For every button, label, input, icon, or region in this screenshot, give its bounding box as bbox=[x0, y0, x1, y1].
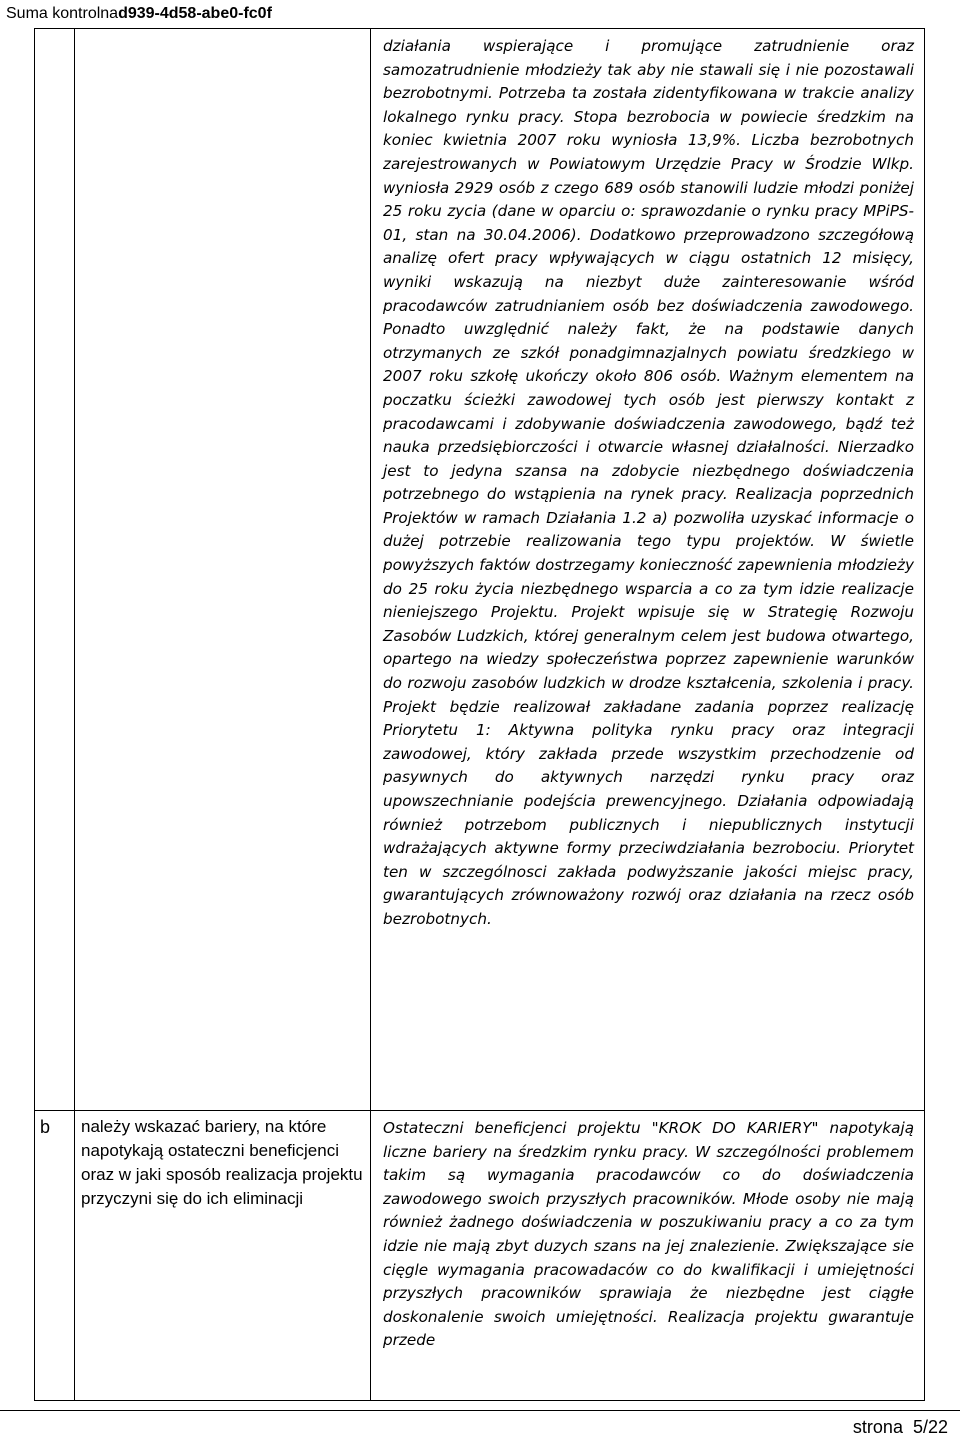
footer-divider bbox=[0, 1410, 960, 1411]
form-table bbox=[34, 28, 925, 1401]
question-cell bbox=[75, 29, 371, 1111]
page-footer bbox=[853, 1416, 948, 1438]
checksum-code: d939-4d58-abe0-fc0f bbox=[118, 5, 272, 22]
answer-paragraph: działania wspierające i promujące zatrudnienie oraz samozatrudnienie młodzieży tak aby nie stawali się i nie pozostawali bezrobotnymi. Potrzeba ta została zidentyfikowana w trakcie analizy lokalnego rynku pracy. Stopa bezrobocia w powiecie średzkim na koniec kwietnia 2007 roku wyniosła 13,9%. Liczba bezrobotnych zarejestrowanych w Powiatowym Urzędzie Pracy w Środzie Wlkp. wyniosła 2929 osób z czego 689 osób stanowili ludzie młodzi poniżej 25 roku zycia (dane w oparciu o: sprawozdanie o rynku pracy MPiPS-01, stan na 30.04.2006). Dodatkowo przeprowadzono szczegółową analizę ofert pracy wpływających w ciągu ostatnich 12 misięcy, wyniki wskazują na niezbyt duże zainteresowanie wśród pracodawców zatrudnianiem osób bez doświadczenia zawodowego. Ponadto uwzględnić należy fakt, że na podstawie danych otrzymanych ze szkół ponadgimnazjalnych powiatu średzkiego w 2007 roku szkołę ukończy około 806 osób. Ważnym elementem na poczatku ścieżki zawodowej tych osób jest pierwszy kontakt z pracodawcami i zdobywanie doświadczenia zawodowego, bądź też nauka przedsiębiorczości i otwarcie własnej działalności. Nierzadko jest to jedyna szansa na zdobycie niezbędnego doświadczenia potrzebnego do wstąpienia na rynek pracy. Realizacja poprzednich Projektów w ramach Działania 1.2 a) pozwoliła uzyskać informacje o dużej potrzebie realizowania tego typu projektów. W świetle powyższych faktów dostrzegamy konieczność zapewnienia młodzieży do 25 roku życia niezbędnego wsparcia a co za tym idzie realizacje nieniejszego Projektu. Projekt wpisuje się w Strategię Rozwoju Zasobów Ludzkich, której generalnym celem jest budowa otwartego, opartego na wiedzy społeczeństwa poprzez zapewnienie warunków do rozwoju zasobów ludzkich w drodze kształcenia, szkolenia i pracy. Projekt będzie realizował zakładane zadania poprzez realizację Priorytetu 1: Aktywna polityka rynku pracy oraz integracji zawodowej, który zakłada przede wszystkim przechodzenie od pasywnych do aktywnych narzędzi rynku pracy oraz upowszechnianie podejścia prewencyjnego. Działania odpowiadają również potrzebom publicznych i niepublicznych instytucji wdrażających aktywne formy przeciwdziałania bezrobociu. Priorytet ten w szczególnosci zakłada podwyższanie jakości miejsc pracy, gwarantujących zrównoważony rozwój oraz działania na rzecz osób bezrobotnych. bbox=[383, 37, 914, 928]
answer-paragraph: Ostateczni beneficjenci projektu "KROK DO KARIERY" napotykają liczne bariery na średzkim rynku pracy. W szczególności problemem takim są wymagania pracodawców co do doświadczenia zawodowego swoich przyszłych pracowników. Młode osoby nie mają również żadnego doświadczenia w poszukiwaniu pracy a co za tym idzie nie mają zbyt duzych szans na jej znalezienie. Zwiększające sie cięgle wymagania pracowadaców co do kwalifikacji i umiejętności przyszłych pracowników sprawiaja że niezbędne jest ciągłe doskonalenie swoich umiejętności. Realizacja projektu gwarantuje przede bbox=[383, 1119, 914, 1350]
page-label: strona bbox=[852, 1417, 903, 1437]
page-number: 5/22 bbox=[912, 1417, 948, 1437]
page-header bbox=[6, 4, 272, 24]
question-text: należy wskazać bariery, na które napotykają ostateczni beneficjenci oraz w jaki sposób realizacja projektu przyczyni się do ich eliminacji bbox=[81, 1117, 363, 1208]
row-letter-cell bbox=[35, 29, 75, 1111]
row-letter-cell bbox=[35, 1111, 75, 1401]
row-letter bbox=[35, 29, 74, 33]
checksum-label: Suma kontrolna bbox=[6, 5, 119, 22]
answer-text bbox=[371, 1111, 924, 1359]
question-cell bbox=[75, 1111, 371, 1401]
table-row bbox=[35, 1111, 925, 1401]
question-text bbox=[75, 29, 370, 33]
answer-cell bbox=[371, 1111, 925, 1401]
answer-cell bbox=[371, 29, 925, 1111]
answer-text bbox=[371, 29, 924, 938]
row-letter: b bbox=[40, 1117, 51, 1137]
table-row bbox=[35, 29, 925, 1111]
